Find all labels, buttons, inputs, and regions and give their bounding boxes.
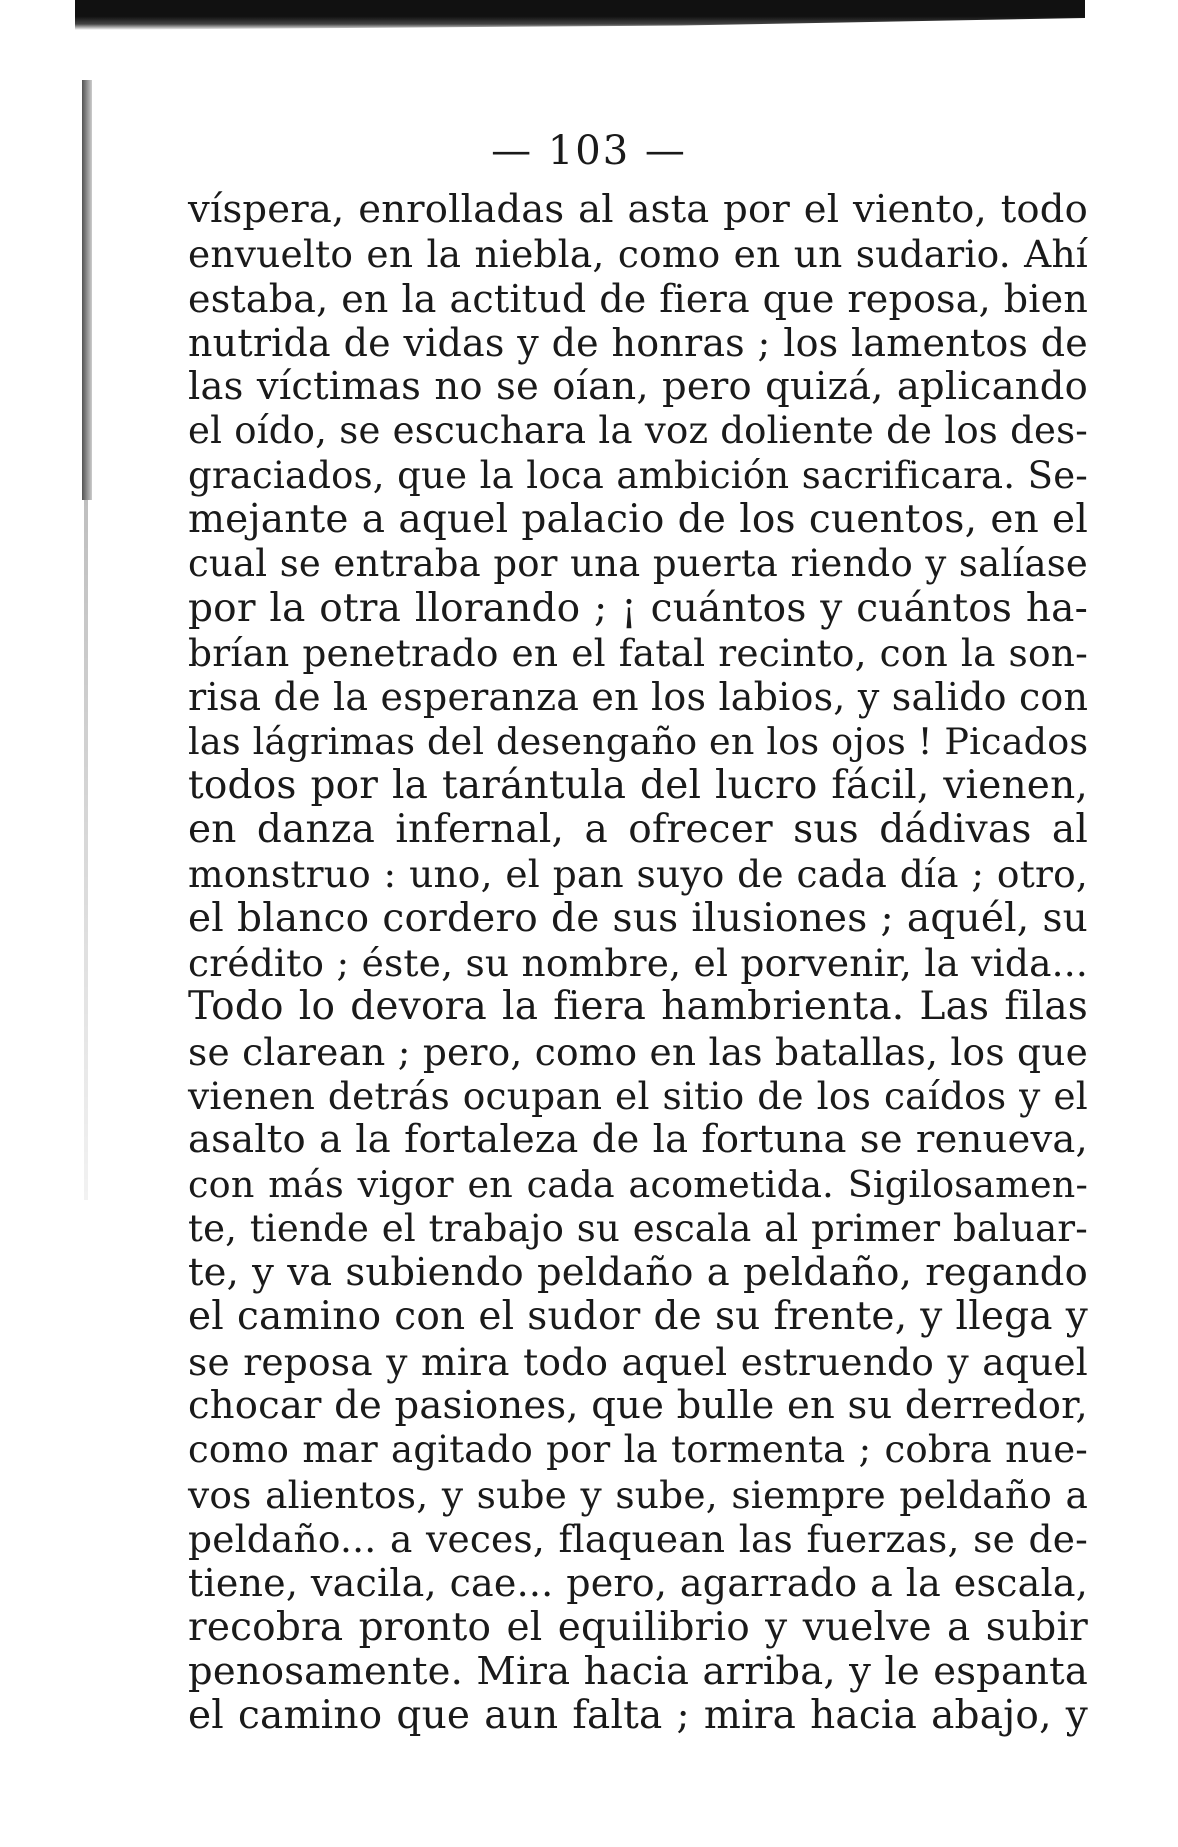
text-line: por la otra llorando ; ¡ cuántos y cuántos ha- bbox=[188, 585, 1088, 631]
text-line: envuelto en la niebla, como en un sudario. Ahí bbox=[188, 232, 1088, 277]
text-line: nutrida de vidas y de honras ; los lamentos de bbox=[188, 320, 1088, 365]
text-line: crédito ; éste, su nombre, el porvenir, la vida... bbox=[188, 941, 1088, 986]
text-line: las lágrimas del desengaño en los ojos ! Picados bbox=[188, 719, 1089, 763]
text-line: cual se entraba por una puerta riendo y salíase bbox=[188, 542, 1088, 586]
text-line: se reposa y mira todo aquel estruendo y aquel bbox=[188, 1339, 1088, 1384]
top-edge-shadow bbox=[75, 0, 1085, 30]
text-line: tiene, vacila, cae... pero, agarrado a la escala, bbox=[188, 1561, 1088, 1606]
text-line: chocar de pasiones, que bulle en su derredor, bbox=[188, 1383, 1088, 1429]
text-line: Todo lo devora la fiera hambrienta. Las filas bbox=[188, 984, 1088, 1030]
text-line: brían penetrado en el fatal recinto, con la son- bbox=[188, 630, 1088, 675]
text-line: el blanco cordero de sus ilusiones ; aquél, su bbox=[188, 895, 1088, 941]
text-line: el oído, se escuchara la voz doliente de los des- bbox=[188, 409, 1088, 453]
text-line: se clarean ; pero, como en las batallas, los que bbox=[188, 1029, 1088, 1074]
text-line: estaba, en la actitud de fiera que reposa, bien bbox=[188, 276, 1088, 321]
text-line: con más vigor en cada acometida. Sigilosamen- bbox=[188, 1162, 1088, 1206]
text-line: mejante a aquel palacio de los cuentos, en el bbox=[188, 497, 1088, 543]
text-line: el camino que aun falta ; mira hacia abajo, y bbox=[188, 1693, 1088, 1739]
text-line: como mar agitado por la tormenta ; cobra nue- bbox=[188, 1428, 1088, 1472]
text-line: en danza infernal, a ofrecer sus dádivas al bbox=[188, 807, 1088, 853]
page-number: — 103 — bbox=[491, 128, 687, 174]
text-line: víspera, enrolladas al asta por el viento, todo bbox=[188, 187, 1088, 232]
text-line: asalto a la fortaleza de la fortuna se renueva, bbox=[188, 1117, 1088, 1163]
text-line: todos por la tarántula del lucro fácil, vienen, bbox=[188, 762, 1088, 808]
text-line: te, tiende el trabajo su escala al primer baluar- bbox=[188, 1206, 1088, 1250]
text-line: vienen detrás ocupan el sitio de los caídos y el bbox=[188, 1073, 1088, 1118]
text-line: graciados, que la loca ambición sacrificara. Se- bbox=[188, 453, 1088, 497]
text-line: el camino con el sudor de su frente, y llega y bbox=[188, 1294, 1088, 1340]
left-edge-shadow-faint bbox=[84, 500, 88, 1200]
text-line: las víctimas no se oían, pero quizá, aplicando bbox=[188, 364, 1088, 410]
text-line: recobra pronto el equilibrio y vuelve a subir bbox=[188, 1604, 1088, 1650]
text-line: monstruo : uno, el pan suyo de cada día ; otro, bbox=[188, 852, 1088, 897]
text-line: peldaño... a veces, flaquean las fuerzas, se de- bbox=[188, 1516, 1088, 1561]
text-line: te, y va subiendo peldaño a peldaño, regando bbox=[188, 1250, 1088, 1296]
text-line: risa de la esperanza en los labios, y salido con bbox=[188, 675, 1089, 720]
text-line: penosamente. Mira hacia arriba, y le espanta bbox=[188, 1648, 1088, 1694]
text-line: vos alientos, y sube y sube, siempre peldaño a bbox=[188, 1472, 1088, 1517]
body-text bbox=[188, 188, 1088, 1738]
